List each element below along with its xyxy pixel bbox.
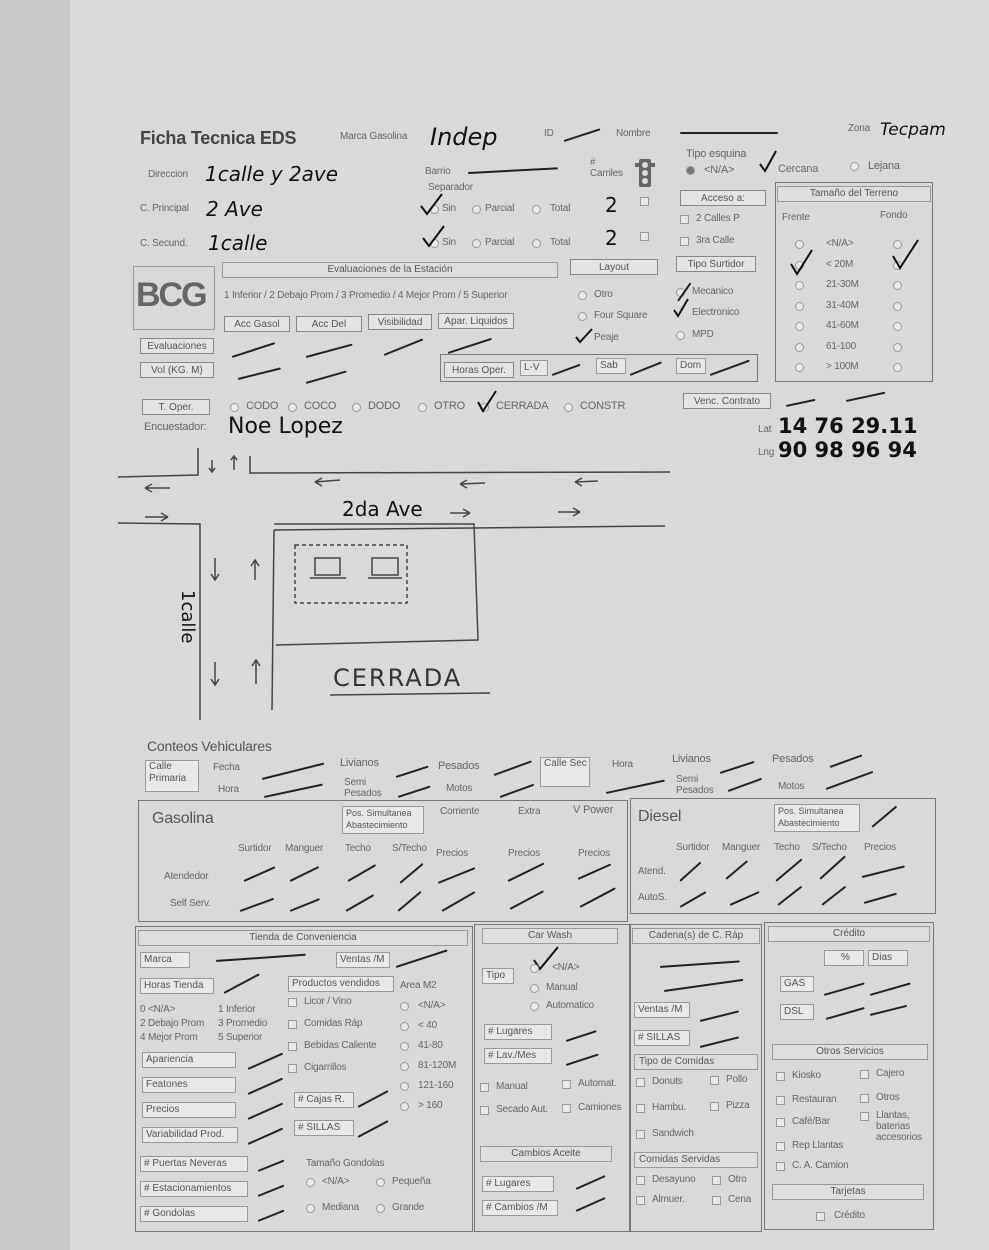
gasolina-title: Gasolina xyxy=(152,810,214,827)
nombre-label: Nombre xyxy=(616,128,651,139)
oper-dodo-radio[interactable] xyxy=(352,403,361,412)
motos-label: Motos xyxy=(446,783,473,794)
carwash-tipo-field[interactable]: Tipo xyxy=(482,968,514,984)
id-label: ID xyxy=(544,128,554,139)
acc-gasol-button[interactable]: Acc Gasol xyxy=(224,316,290,332)
sep2-total-label: Total xyxy=(550,237,571,248)
tamano-pequena: Pequeña xyxy=(392,1176,431,1187)
esquina-lejana-label: Lejana xyxy=(868,160,900,172)
mpd-radio[interactable] xyxy=(676,331,685,340)
credito-chk-label: Crédito xyxy=(834,1210,865,1221)
dom-field[interactable]: Dom xyxy=(676,358,706,374)
layout-four-square-radio[interactable] xyxy=(578,312,587,321)
tienda-eval-field[interactable]: Precios xyxy=(142,1102,236,1118)
evaluaciones-row-button[interactable]: Evaluaciones xyxy=(140,338,214,354)
area-radio[interactable] xyxy=(400,1082,409,1091)
carriles-label: # Carriles xyxy=(590,157,623,179)
tienda-eval-field[interactable]: Featones xyxy=(142,1077,236,1093)
otros-checkbox[interactable] xyxy=(860,1094,869,1103)
pesados2-label: Pesados xyxy=(772,753,814,765)
gas-col-0: Surtidor xyxy=(238,843,272,854)
otros-checkbox[interactable] xyxy=(776,1118,785,1127)
otros-label: Café/Bar xyxy=(792,1116,830,1127)
cw-automat-chk: Automat. xyxy=(578,1078,617,1089)
cadena-ventas-field[interactable]: Ventas /M xyxy=(634,1002,690,1018)
c-principal-value[interactable]: 2 Ave xyxy=(206,197,263,221)
hora-label: Hora xyxy=(218,784,239,795)
carriles-principal-value[interactable]: 2 xyxy=(605,193,618,217)
terreno-fondo-radio[interactable] xyxy=(893,302,902,311)
producto-label: Cigarrillos xyxy=(304,1062,347,1073)
desayuno-label: Desayuno xyxy=(652,1174,696,1185)
cw-camiones-chk: Camiones xyxy=(578,1102,622,1113)
nombre-line xyxy=(680,132,778,134)
tipo-esquina-label: Tipo esquina xyxy=(686,148,747,160)
tienda-sillas-field[interactable]: # SILLAS xyxy=(294,1120,354,1136)
sandwich-label: Sandwich xyxy=(652,1128,694,1139)
hora2-label: Hora xyxy=(612,759,633,770)
area-radio[interactable] xyxy=(400,1022,409,1031)
dos-calles-label: 2 Calles P xyxy=(696,213,740,224)
tamano-pequena-radio[interactable] xyxy=(376,1178,385,1187)
extra-label: Extra xyxy=(518,806,541,817)
frente-label: Frente xyxy=(782,212,810,223)
dsl-col-1: Manguer xyxy=(722,842,761,853)
diesel-pos-sim-field[interactable]: Pos. Simultanea Abastecimiento xyxy=(774,804,860,832)
dsl-col-3: S/Techo xyxy=(812,842,847,853)
bcg-logo: BCG xyxy=(136,276,206,314)
tamano-grande: Grande xyxy=(392,1202,425,1213)
tienda-title: Tienda de Conveniencia xyxy=(138,930,468,946)
check-mark-icon xyxy=(420,224,446,250)
otros-label: Restauran xyxy=(792,1094,837,1105)
credito-dsl-field[interactable]: DSL xyxy=(780,1004,814,1020)
c-secund-value[interactable]: 1calle xyxy=(208,231,268,255)
sketch-note: CERRADA xyxy=(333,664,463,692)
area-label: Area M2 xyxy=(400,980,437,991)
gas-pos-sim-field[interactable]: Pos. Simultanea Abastecimiento xyxy=(342,806,424,834)
gas-col-1: Manguer xyxy=(285,843,324,854)
motos2-label: Motos xyxy=(778,781,805,792)
semi-pesados2-label: Semi Pesados xyxy=(676,774,714,796)
hambu-label: Hambu. xyxy=(652,1102,686,1113)
check-mark-icon xyxy=(574,328,594,344)
producto-checkbox[interactable] xyxy=(288,1064,297,1073)
check-mark-icon xyxy=(672,298,690,320)
pizza-label: Pizza xyxy=(726,1100,750,1111)
tienda-ventas-field[interactable]: Ventas /M xyxy=(336,952,390,968)
sep1-total-radio[interactable] xyxy=(532,205,541,214)
area-radio[interactable] xyxy=(400,1042,409,1051)
terreno-frente-radio[interactable] xyxy=(795,363,804,372)
dsl-row-atend: Atend. xyxy=(638,866,666,877)
credito-gas-field[interactable]: GAS xyxy=(780,976,814,992)
producto-label: Comidas Ráp xyxy=(304,1018,363,1029)
barrio-label: Barrio xyxy=(425,166,451,177)
oper-coco-radio[interactable] xyxy=(288,403,297,412)
tres-calle-checkbox[interactable] xyxy=(680,237,689,246)
sep1-parcial-label: Parcial xyxy=(485,203,515,214)
terreno-option-label: 31-40M xyxy=(826,299,859,311)
otros-label: Otros xyxy=(876,1092,900,1103)
oper-dodo-label: DODO xyxy=(368,400,401,412)
dsl-row-autos: AutoS. xyxy=(638,892,667,903)
producto-label: Bebidas Caliente xyxy=(304,1040,377,1051)
tamano-grande-radio[interactable] xyxy=(376,1204,385,1213)
hambu-checkbox[interactable] xyxy=(636,1104,645,1113)
otros-checkbox[interactable] xyxy=(776,1162,785,1171)
sep1-parcial-radio[interactable] xyxy=(472,205,481,214)
cw-auto: Automatico xyxy=(546,1000,595,1011)
oper-constr-label: CONSTR xyxy=(580,400,626,412)
carriles-principal-spin[interactable] xyxy=(640,197,649,206)
terreno-option-label: < 20M xyxy=(826,258,854,270)
sep2-sin-label: Sin xyxy=(442,237,456,248)
terreno-fondo-radio[interactable] xyxy=(893,363,902,372)
sep2-parcial-radio[interactable] xyxy=(472,239,481,248)
terreno-option-label: 61-100 xyxy=(826,340,856,352)
tamano-na-radio[interactable] xyxy=(306,1178,315,1187)
area-label: 121-160 xyxy=(418,1080,454,1091)
sep1-sin-label: Sin xyxy=(442,203,456,214)
dsl-col-2: Techo xyxy=(774,842,800,853)
producto-checkbox[interactable] xyxy=(288,1042,297,1051)
oper-coco-label: COCO xyxy=(304,400,337,412)
terreno-frente-radio[interactable] xyxy=(795,343,804,352)
otros-checkbox[interactable] xyxy=(776,1142,785,1151)
cw-lugares-field[interactable]: # Lugares xyxy=(484,1024,552,1040)
tienda-marca-field[interactable]: Marca xyxy=(140,952,190,968)
encuestador-label: Encuestador: xyxy=(144,421,207,433)
otros-checkbox[interactable] xyxy=(776,1072,785,1081)
layout-otro-radio[interactable] xyxy=(578,291,587,300)
gas-col-5: Precios xyxy=(508,848,540,859)
site-sketch xyxy=(110,440,710,740)
tamano-label: Tamaño Gondolas xyxy=(306,1158,385,1169)
credito-pct-field[interactable]: % xyxy=(824,950,864,966)
otros-label: Cajero xyxy=(876,1068,905,1079)
sandwich-checkbox[interactable] xyxy=(636,1130,645,1139)
donuts-label: Donuts xyxy=(652,1076,683,1087)
semi-pesados-label: Semi Pesados xyxy=(344,777,382,799)
direccion-value[interactable]: 1calle y 2ave xyxy=(205,162,339,186)
cadena-sillas-field[interactable]: # SILLAS xyxy=(634,1030,690,1046)
area-radio[interactable] xyxy=(400,1062,409,1071)
area-label: 41-80 xyxy=(418,1040,443,1051)
terreno-fondo-radio[interactable] xyxy=(893,322,902,331)
oper-otro-label: OTRO xyxy=(434,400,465,412)
area-label: <N/A> xyxy=(418,1000,446,1011)
tienda-scale-item: 3 Promedio xyxy=(218,1018,268,1029)
carriles-secund-value[interactable]: 2 xyxy=(605,226,618,250)
apar-liquidos-button[interactable]: Apar. Liquidos xyxy=(438,313,514,329)
terreno-frente-radio[interactable] xyxy=(795,281,804,290)
sab-field[interactable]: Sab xyxy=(596,358,626,374)
terreno-option-label: 41-60M xyxy=(826,320,859,331)
cambios-mes-field[interactable]: # Cambios /M xyxy=(482,1200,558,1216)
producto-checkbox[interactable] xyxy=(288,1020,297,1029)
tienda-scale-item: 2 Debajo Prom xyxy=(140,1018,205,1029)
venc-contrato-button[interactable]: Venc. Contrato xyxy=(683,393,771,409)
tienda-count-field[interactable]: # Estacionamientos xyxy=(140,1181,248,1197)
cambios-aceite-button[interactable]: Cambios Aceite xyxy=(480,1146,612,1162)
terreno-option-label: 21-30M xyxy=(826,279,859,290)
tienda-scale-item: 5 Superior xyxy=(218,1032,263,1043)
oper-otro-radio[interactable] xyxy=(418,403,427,412)
lat-label: Lat xyxy=(758,424,772,435)
almuer-label: Almuer. xyxy=(652,1194,685,1205)
layout-button[interactable]: Layout xyxy=(570,259,658,275)
esquina-lejana-radio[interactable] xyxy=(850,162,859,171)
form-title: Ficha Tecnica EDS xyxy=(140,128,297,148)
check-mark-icon xyxy=(890,238,920,272)
area-radio[interactable] xyxy=(400,1102,409,1111)
otros-label: Kiosko xyxy=(792,1070,821,1081)
area-radio[interactable] xyxy=(400,1002,409,1011)
check-mark-icon xyxy=(788,248,814,278)
tamano-na: <N/A> xyxy=(322,1176,350,1187)
tienda-count-field[interactable]: # Gondolas xyxy=(140,1206,248,1222)
otros-label: Rep Llantas xyxy=(792,1140,844,1151)
acceso-button[interactable]: Acceso a: xyxy=(680,190,766,206)
cw-manual-chk: Manual xyxy=(496,1081,528,1092)
pollo-checkbox[interactable] xyxy=(710,1076,719,1085)
fondo-label: Fondo xyxy=(880,210,908,221)
evaluaciones-title: Evaluaciones de la Estación xyxy=(222,262,558,278)
lng-label: Lng xyxy=(758,447,775,458)
gas-row-atendedor: Atendedor xyxy=(164,871,209,882)
cena-label: Cena xyxy=(728,1194,752,1205)
lng-value[interactable]: 90 98 96 94 xyxy=(778,438,917,462)
pollo-label: Pollo xyxy=(726,1074,748,1085)
otros-label: C. A. Camion xyxy=(792,1160,849,1171)
donuts-checkbox[interactable] xyxy=(636,1078,645,1087)
cajas-field[interactable]: # Cajas R. xyxy=(294,1092,354,1108)
zona-value[interactable]: Tecpam xyxy=(880,120,946,140)
gas-row-self: Self Serv. xyxy=(170,898,211,909)
gas-col-3: S/Techo xyxy=(392,843,427,854)
terreno-fondo-radio[interactable] xyxy=(893,343,902,352)
credito-checkbox[interactable] xyxy=(816,1212,825,1221)
otros-servicios-header: Otros Servicios xyxy=(772,1044,928,1060)
conteos-title: Conteos Vehiculares xyxy=(147,738,272,754)
producto-label: Licor / Vino xyxy=(304,996,352,1007)
visibilidad-button[interactable]: Visibilidad xyxy=(368,314,432,330)
vpower-label: V Power xyxy=(573,804,614,816)
tamano-mediana: Mediana xyxy=(322,1202,359,1213)
terreno-option-label: > 100M xyxy=(826,361,859,372)
encuestador-value[interactable]: Noe Lopez xyxy=(228,414,343,439)
acc-del-button[interactable]: Acc Del xyxy=(296,316,362,332)
layout-four-square-label: Four Square xyxy=(594,310,648,321)
cw-secado-checkbox[interactable] xyxy=(480,1106,489,1115)
sep2-parcial-label: Parcial xyxy=(485,237,515,248)
c-secund-label: C. Secund. xyxy=(140,238,188,249)
cw-lav-field[interactable]: # Lav./Mes xyxy=(484,1048,552,1064)
sketch-street-v: 1calle xyxy=(177,590,198,644)
dos-calles-checkbox[interactable] xyxy=(680,215,689,224)
check-mark-icon xyxy=(758,150,778,174)
livianos-label: Livianos xyxy=(340,757,379,769)
cadena-title: Cadena(s) de C. Ráp xyxy=(632,928,760,944)
separador-label: Separador xyxy=(428,182,473,193)
fecha-label: Fecha xyxy=(213,762,240,773)
livianos2-label: Livianos xyxy=(672,753,711,765)
tipo-comidas-header: Tipo de Comidas xyxy=(634,1054,758,1070)
layout-peaje-label: Peaje xyxy=(594,332,619,343)
cw-na: <N/A> xyxy=(552,962,580,973)
oper-codo-radio[interactable] xyxy=(230,403,239,412)
carwash-title[interactable]: Car Wash xyxy=(482,928,618,944)
dsl-col-0: Surtidor xyxy=(676,842,710,853)
cw-manual-checkbox[interactable] xyxy=(480,1083,489,1092)
esquina-na-radio[interactable] xyxy=(686,166,695,175)
lv-field[interactable]: L-V xyxy=(520,360,548,376)
marca-value[interactable]: Indep xyxy=(430,123,498,151)
gas-col-2: Techo xyxy=(345,843,371,854)
calle-primaria-field[interactable]: Calle Primaria xyxy=(145,760,199,792)
cw-manual: Manual xyxy=(546,982,578,993)
cambios-lugares-field[interactable]: # Lugares xyxy=(482,1176,554,1192)
desayuno-checkbox[interactable] xyxy=(636,1176,645,1185)
esquina-na-label: <N/A> xyxy=(704,164,735,176)
check-mark-icon xyxy=(418,192,444,218)
cena-checkbox[interactable] xyxy=(712,1196,721,1205)
otro-label: Otro xyxy=(728,1174,747,1185)
otros-label: Llantas, baterias accesorios xyxy=(876,1110,922,1143)
check-mark-icon xyxy=(476,390,498,414)
comidas-servidas-header: Comidas Servidas xyxy=(634,1152,758,1168)
area-label: < 40 xyxy=(418,1020,437,1031)
gas-col-6: Precios xyxy=(578,848,610,859)
cw-na-radio[interactable] xyxy=(530,964,539,973)
terreno-frente-radio[interactable] xyxy=(795,322,804,331)
direccion-label: Direccion xyxy=(148,169,188,180)
producto-checkbox[interactable] xyxy=(288,998,297,1007)
carriles-secund-spin[interactable] xyxy=(640,232,649,241)
area-label: > 160 xyxy=(418,1100,443,1111)
oper-cerrada-label: CERRADA xyxy=(496,400,549,412)
cw-auto-radio[interactable] xyxy=(530,1002,539,1011)
credito-dias-field[interactable]: Dias xyxy=(868,950,908,966)
horas-tienda-field[interactable]: Horas Tienda xyxy=(140,978,214,994)
area-label: 81-120M xyxy=(418,1060,457,1071)
tamano-mediana-radio[interactable] xyxy=(306,1204,315,1213)
terreno-title: Tamaño del Terreno xyxy=(777,186,931,202)
tienda-eval-field[interactable]: Variabilidad Prod. xyxy=(142,1127,238,1143)
tipo-surtidor-button[interactable]: Tipo Surtidor xyxy=(676,256,756,272)
calle-sec-field[interactable]: Calle Sec xyxy=(540,757,590,787)
gas-col-4: Precios xyxy=(436,848,468,859)
horas-oper-button[interactable]: Horas Oper. xyxy=(444,362,514,378)
otro-checkbox[interactable] xyxy=(712,1176,721,1185)
dsl-col-4: Precios xyxy=(864,842,896,853)
evaluaciones-scale: 1 Inferior / 2 Debajo Prom / 3 Promedio / 4 Mejor Prom / 5 Superior xyxy=(224,290,508,301)
terreno-fondo-radio[interactable] xyxy=(893,281,902,290)
marca-label: Marca Gasolina xyxy=(340,131,408,142)
otros-checkbox[interactable] xyxy=(860,1070,869,1079)
c-principal-label: C. Principal xyxy=(140,203,189,214)
tienda-scale-item: 0 <N/A> xyxy=(140,1004,176,1015)
tres-calle-label: 3ra Calle xyxy=(696,235,735,246)
terreno-frente-radio[interactable] xyxy=(795,302,804,311)
zona-label: Zona xyxy=(848,123,870,134)
diesel-title: Diesel xyxy=(638,808,682,825)
sketch-street-h: 2da Ave xyxy=(342,497,423,521)
cw-secado-chk: Secado Aut. xyxy=(496,1104,548,1115)
pesados-label: Pesados xyxy=(438,760,480,772)
traffic-light-icon xyxy=(635,158,655,188)
almuer-checkbox[interactable] xyxy=(636,1196,645,1205)
cw-manual-radio[interactable] xyxy=(530,984,539,993)
sep1-total-label: Total xyxy=(550,203,571,214)
lat-value[interactable]: 14 76 29.11 xyxy=(778,414,918,438)
layout-otro-label: Otro xyxy=(594,289,613,300)
corriente-label: Corriente xyxy=(440,806,480,817)
cw-automat-checkbox[interactable] xyxy=(562,1080,571,1089)
terreno-option-label: <N/A> xyxy=(826,238,854,249)
electronico-label: Electronico xyxy=(692,307,740,318)
otros-checkbox[interactable] xyxy=(776,1096,785,1105)
oper-constr-radio[interactable] xyxy=(564,403,573,412)
vol-row-button[interactable]: Vol (KG. M) xyxy=(140,362,214,378)
pizza-checkbox[interactable] xyxy=(710,1102,719,1111)
credito-title: Crédito xyxy=(768,926,930,942)
tienda-count-field[interactable]: # Puertas Neveras xyxy=(140,1156,248,1172)
productos-field[interactable]: Productos vendidos xyxy=(288,976,394,992)
mecanico-label: Mecanico xyxy=(692,286,734,297)
tienda-eval-field[interactable]: Apariencia xyxy=(142,1052,236,1068)
tienda-scale-item: 4 Mejor Prom xyxy=(140,1032,198,1043)
oper-codo-label: CODO xyxy=(246,400,279,412)
esquina-cercana-label: Cercana xyxy=(778,163,819,175)
tienda-scale-item: 1 Inferior xyxy=(218,1004,256,1015)
cw-camiones-checkbox[interactable] xyxy=(562,1104,571,1113)
sep2-total-radio[interactable] xyxy=(532,239,541,248)
mpd-label: MPD xyxy=(692,329,714,340)
t-oper-button[interactable]: T. Oper. xyxy=(142,399,210,415)
tarjetas-button[interactable]: Tarjetas xyxy=(772,1184,924,1200)
otros-checkbox[interactable] xyxy=(860,1112,869,1121)
